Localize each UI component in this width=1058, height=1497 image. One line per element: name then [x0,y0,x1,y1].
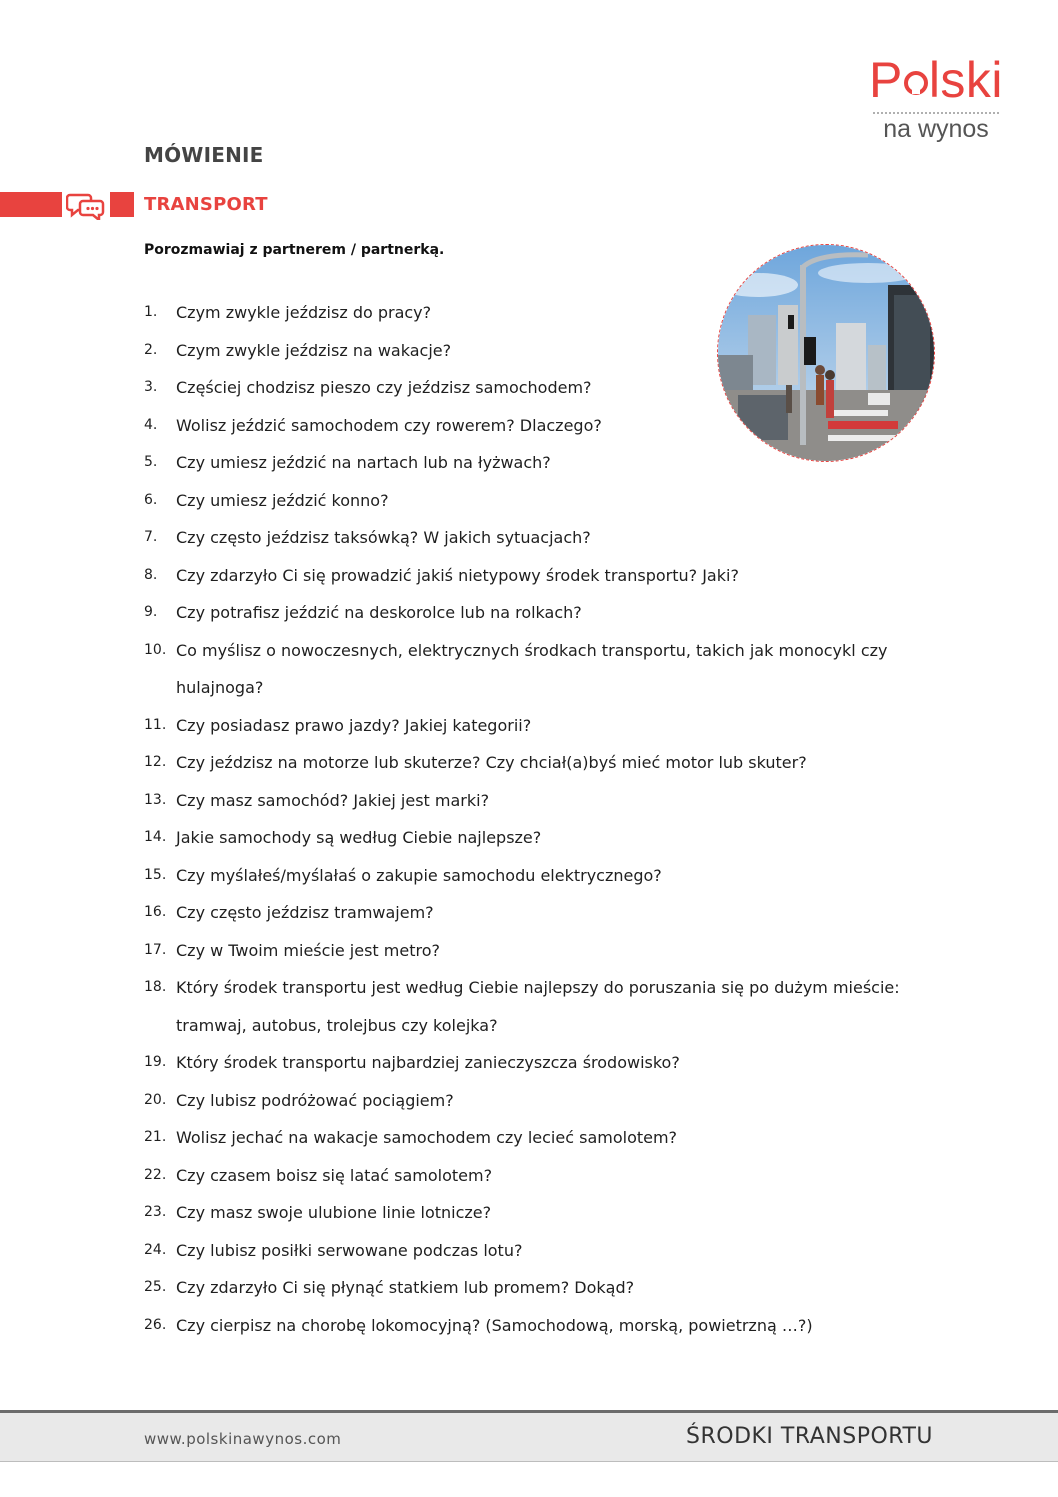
question-text: Czy zdarzyło Ci się płynąć statkiem lub promem? Dokąd? [176,1278,635,1297]
question-number: 26. [144,1316,167,1333]
question-text: Czy umiesz jeździć na nartach lub na łyżwach? [176,453,551,472]
section-bar-right [110,192,134,217]
question-text: Czy masz swoje ulubione linie lotnicze? [176,1203,492,1222]
question-item [144,1194,944,1232]
question-text: Czy zdarzyło Ci się prowadzić jakiś nietypowy środek transportu? Jaki? [176,565,739,585]
question-text: Czy lubisz posiłki serwowane podczas lotu? [176,1240,523,1260]
question-text: Wolisz jechać na wakacje samochodem czy lecieć samolotem? [176,1128,678,1147]
question-text: Czy cierpisz na chorobę lokomocyjną? (Samochodową, morską, powietrzną …?) [176,1315,813,1335]
question-text: Czy czasem boisz się latać samolotem? [176,1165,493,1185]
question-item [144,932,944,970]
question-text: Czy myślałeś/myślałaś o zakupie samochodu elektrycznego? [176,865,662,885]
question-number: 2. [144,341,158,358]
question-number: 23. [144,1204,167,1220]
question-item [144,894,944,932]
question-number: 11. [144,716,167,733]
brand-logo [866,52,1006,144]
question-item [144,1082,944,1120]
question-item [144,819,944,857]
footer-topic-title: ŚRODKI TRANSPORTU [686,1424,934,1449]
question-number: 24. [144,1241,167,1258]
question-text: Czy posiadasz prawo jazdy? Jakiej kategorii? [176,715,532,735]
question-item [144,519,944,557]
question-number: 14. [144,829,167,845]
question-item [144,969,944,1044]
question-text: Czy lubisz podróżować pociągiem? [176,1090,454,1110]
question-number: 3. [144,379,158,395]
question-number: 13. [144,791,167,808]
question-item [144,744,944,782]
question-item [144,557,944,595]
question-number: 10. [144,641,167,658]
question-number: 17. [144,941,167,958]
question-item [144,707,944,745]
question-number: 4. [144,416,158,433]
speech-bubbles-icon [66,190,106,220]
question-text: Czy często jeździsz tramwajem? [176,903,434,922]
question-item [144,632,944,707]
question-number: 18. [144,979,167,995]
questions-list [144,294,944,1344]
question-number: 15. [144,866,167,883]
logo-letter-p: P [868,52,903,108]
question-text: Czy potrafisz jeździć na deskorolce lub na rolkach? [176,603,582,622]
question-item [144,857,944,895]
question-item [144,444,944,482]
question-item [144,407,944,445]
question-text: Co myślisz o nowoczesnych, elektrycznych środkach transportu, takich jak monocykl czy hulajnoga? [176,640,888,697]
question-text: Czy często jeździsz taksówką? W jakich sytuacjach? [176,528,591,547]
question-number: 12. [144,754,167,770]
question-text: Który środek transportu najbardziej zanieczyszcza środowisko? [176,1053,680,1072]
question-number: 22. [144,1166,167,1183]
footer-website-link[interactable]: www.polskinawynos.com [144,1430,342,1448]
question-item [144,1119,944,1157]
question-item [144,294,944,332]
question-number: 8. [144,566,158,583]
question-text: Czym zwykle jeździsz na wakacje? [176,340,452,360]
question-item [144,1044,944,1082]
question-number: 7. [144,529,158,545]
question-text: Czy jeździsz na motorze lub skuterze? Czy chciał(a)byś mieć motor lub skuter? [176,753,807,772]
question-number: 1. [144,304,158,320]
section-bar-left [0,192,62,217]
question-number: 20. [144,1091,167,1108]
question-text: Częściej chodzisz pieszo czy jeździsz samochodem? [176,378,592,397]
question-number: 6. [144,491,158,508]
question-text: Czy w Twoim mieście jest metro? [176,940,440,960]
question-text: Czy umiesz jeździć konno? [176,490,389,510]
section-title: TRANSPORT [144,194,268,215]
question-text: Wolisz jeździć samochodem czy rowerem? Dlaczego? [176,415,602,435]
question-item [144,782,944,820]
question-item [144,1232,944,1270]
question-text: Jakie samochody są według Ciebie najlepsze? [176,828,542,847]
footer-bottom-line [0,1461,1058,1462]
question-item [144,482,944,520]
question-item [144,594,944,632]
logo-wordmark [866,52,1006,108]
logo-subtitle: na wynos [883,115,989,143]
question-text: Czym zwykle jeździsz do pracy? [176,303,432,322]
question-number: 21. [144,1129,167,1145]
question-number: 16. [144,904,167,920]
question-item [144,1307,944,1345]
page-heading: MÓWIENIE [144,143,264,167]
question-number: 5. [144,454,158,470]
question-number: 19. [144,1054,167,1070]
question-item [144,1157,944,1195]
question-number: 9. [144,604,158,620]
question-item [144,1269,944,1307]
question-item [144,369,944,407]
instruction-text: Porozmawiaj z partnerem / partnerką. [144,242,445,258]
question-number: 25. [144,1279,167,1295]
logo-o-icon [903,52,929,108]
question-text: Czy masz samochód? Jakiej jest marki? [176,790,490,810]
question-item [144,332,944,370]
logo-letters-lski: lski [928,52,1004,108]
question-text: Który środek transportu jest według Ciebie najlepszy do poruszania się po dużym mieście: tramwaj, autobus, trolejbus czy kolejka? [176,978,900,1035]
